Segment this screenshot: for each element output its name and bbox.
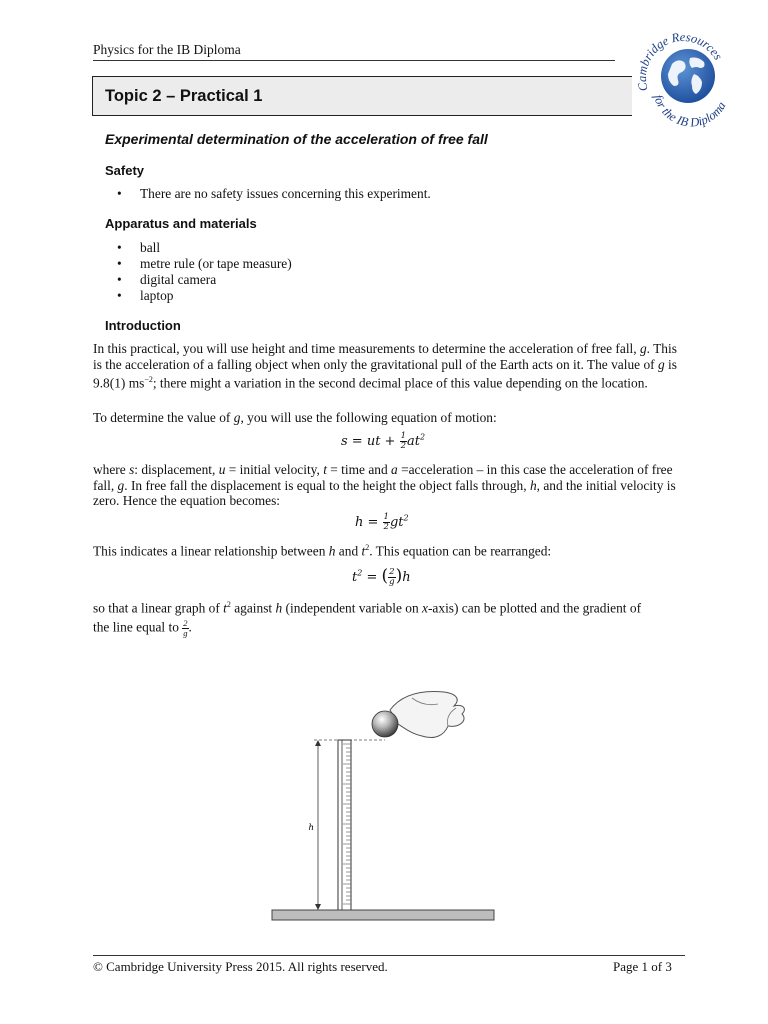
height-label: h [308, 823, 314, 833]
intro-paragraph-1: In this practical, you will use height and time measurements to determine the acceleration of free fall, g. This is the acceleration of a falling object when only the gravitational pull of the Earth acts on it. The value of g is 9.8(1) $ms^{-2}$; there might a variation in the second decimal place of this value depending on the location. [93, 341, 677, 391]
apparatus-heading: Apparatus and materials [105, 216, 257, 231]
list-item: • laptop [117, 288, 292, 304]
list-item: • There are no safety issues concerning this experiment. [117, 186, 431, 202]
intro-paragraph-5-cont: the line equal to $\frac{2}{g}$ . [93, 618, 192, 638]
svg-text:Cambridge Resources: Cambridge Resources [634, 29, 726, 93]
safety-list [117, 186, 431, 202]
free-fall-equation: h = $\frac{1}{2}$ $gt^2$ [355, 512, 409, 532]
intro-paragraph-4: This indicates a linear relationship between h and $t^2$. This equation can be rearranged: [93, 543, 552, 559]
safety-heading: Safety [105, 163, 145, 178]
list-item: • digital camera [117, 272, 292, 288]
intro-paragraph-5: so that a linear graph of $t^2$ against h (independent variable on x-axis) can be plotted and the gradient of [93, 600, 642, 616]
hand-icon [390, 692, 464, 738]
footer-rule [93, 955, 685, 956]
introduction-heading: Introduction [105, 318, 181, 333]
apparatus-list [117, 240, 292, 304]
intro-paragraph-2: To determine the value of g, you will use the following equation of motion: [93, 410, 497, 425]
ball [372, 711, 398, 737]
cambridge-resources-logo [628, 20, 740, 132]
intro-paragraph-3: where s: displacement, u = initial velocity, t = time and a =acceleration – in this case the acceleration of free fall, g. In free fall the displacement is equal to the height the object falls through, h, and the initial velocity is zero. Hence the equation becomes: [93, 462, 676, 508]
floor [272, 910, 494, 920]
free-fall-apparatus-diagram [262, 680, 502, 922]
topic-title-box [92, 76, 632, 116]
page-number: Page 1 of 3 [613, 959, 672, 974]
running-title: Physics for the IB Diploma [93, 42, 241, 57]
copyright-notice: © Cambridge University Press 2015. All rights reserved. [93, 959, 388, 974]
metre-rule [338, 740, 351, 910]
list-item: • ball [117, 240, 292, 256]
equation-of-motion: s = ut + $\frac{1}{2}$ $at^2$ [341, 431, 426, 451]
rearranged-equation: $t^2$ = ( $\frac{2}{g}$ )h [352, 566, 411, 587]
header-rule [93, 60, 615, 61]
practical-subtitle: Experimental determination of the acceleration of free fall [105, 131, 488, 147]
list-item: • metre rule (or tape measure) [117, 256, 292, 272]
topic-title: Topic 2 – Practical 1 [105, 87, 263, 105]
svg-text:for the IB Diploma: for the IB Diploma [651, 93, 729, 130]
